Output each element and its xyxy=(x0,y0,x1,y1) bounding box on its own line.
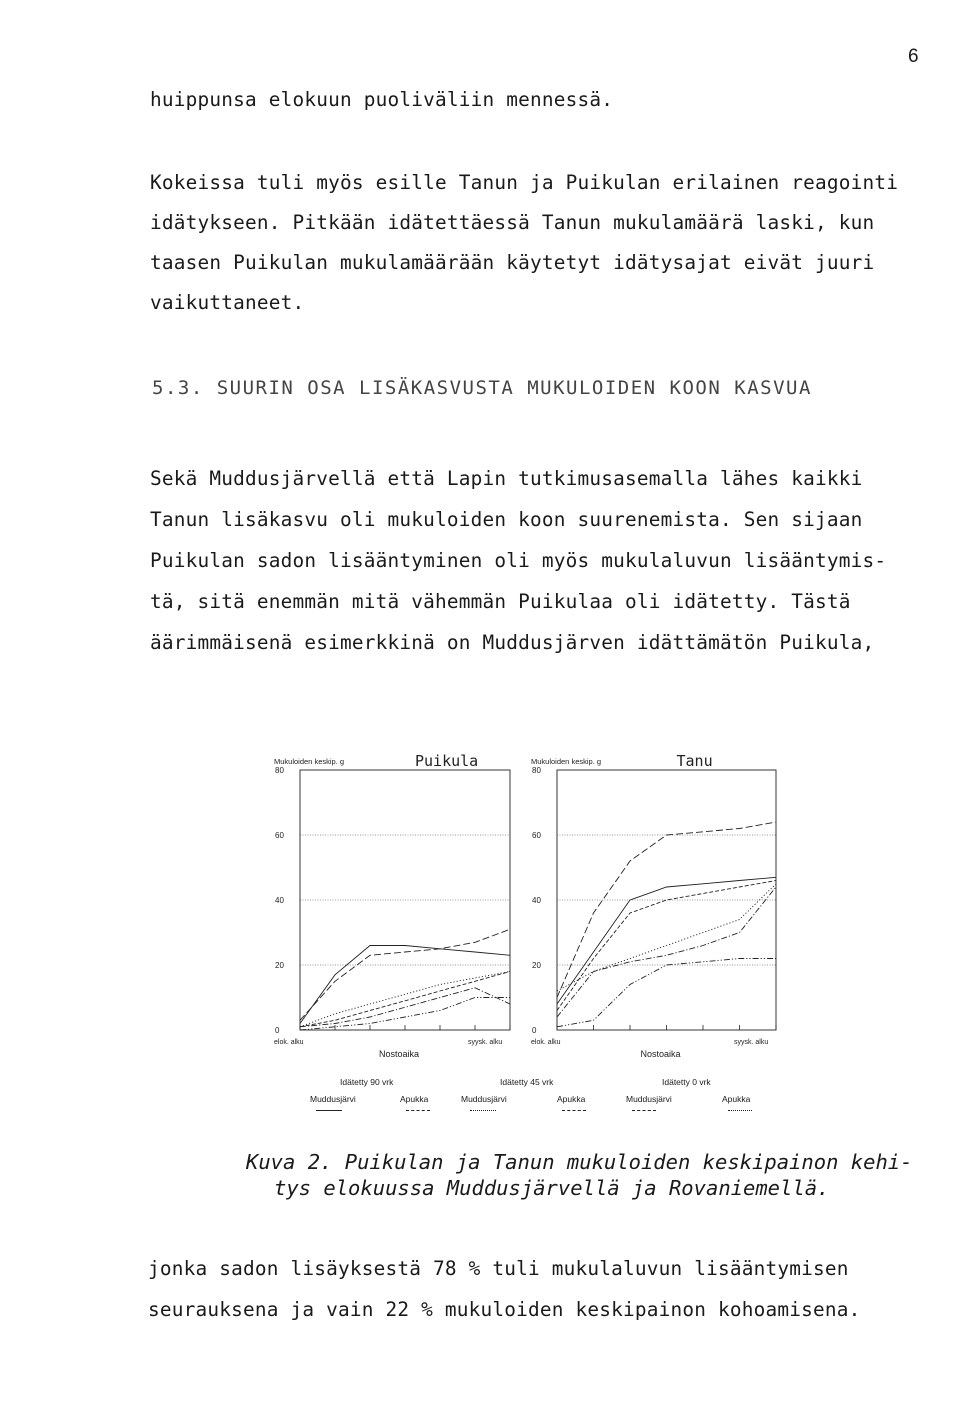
legend-apukka-45: Apukka xyxy=(557,1094,586,1104)
text-line: äärimmäisenä esimerkkinä on Muddusjärven idättämätön Puikula, xyxy=(150,631,875,654)
series-line-solid xyxy=(557,877,776,1004)
text-line: jonka sadon lisäyksestä 78 % tuli mukulaluvun lisääntymisen xyxy=(148,1257,849,1280)
y-tick-label: 0 xyxy=(275,1026,280,1035)
text-line: tä, sitä enemmän mitä vähemmän Puikulaa oli idätetty. Tästä xyxy=(150,590,851,613)
y-tick-label: 0 xyxy=(532,1026,537,1035)
chart-tanu xyxy=(531,752,776,1059)
legend-line-dash-dot xyxy=(632,1110,656,1111)
legend-muddus-90: Muddusjärvi xyxy=(310,1094,356,1104)
y-axis-label: Mukuloiden keskip. g xyxy=(274,757,345,766)
y-tick-label: 20 xyxy=(532,961,541,970)
x-tick-label-start: elok. alku xyxy=(531,1039,561,1046)
text-line: Puikulan sadon lisääntyminen oli myös mukulaluvun lisääntymis- xyxy=(150,549,887,572)
series-line-dash-dot-dot xyxy=(557,959,776,1027)
legend-line-dash-dot-dot xyxy=(728,1110,752,1111)
legend-muddus-45: Muddusjärvi xyxy=(461,1094,507,1104)
text-line: Tanun lisäkasvu oli mukuloiden koon suurenemista. Sen sijaan xyxy=(150,508,863,531)
legend-line-solid xyxy=(316,1110,342,1111)
text-line: seurauksena ja vain 22 % mukuloiden keskipainon kohoamisena. xyxy=(148,1298,861,1321)
y-tick-label: 60 xyxy=(275,831,284,840)
text-line: idätykseen. Pitkään idätettäessä Tanun mukulamäärä laski, kun xyxy=(150,211,875,234)
legend-apukka-90: Apukka xyxy=(400,1094,429,1104)
y-tick-label: 40 xyxy=(532,896,541,905)
x-axis-label: Nostoaika xyxy=(640,1049,681,1059)
figure-caption-line-1: Kuva 2. Puikulan ja Tanun mukuloiden keskipainon kehi- xyxy=(246,1150,913,1174)
chart-title: Puikula xyxy=(415,752,479,770)
legend-group-90: Idätetty 90 vrk xyxy=(340,1077,394,1087)
chart-puikula xyxy=(274,752,510,1059)
y-tick-label: 80 xyxy=(275,766,284,775)
x-tick-label-start: elok. alku xyxy=(274,1039,304,1046)
text-line: Kokeissa tuli myös esille Tanun ja Puikulan erilainen reagointi xyxy=(150,171,899,194)
y-tick-label: 20 xyxy=(275,961,284,970)
legend-group-45: Idätetty 45 vrk xyxy=(500,1077,554,1087)
y-axis-label: Mukuloiden keskip. g xyxy=(531,757,602,766)
text-line: vaikuttaneet. xyxy=(150,291,305,314)
page-number: 6 xyxy=(908,46,919,67)
legend-line-short-dash xyxy=(562,1110,586,1111)
series-line-long-dash xyxy=(557,822,776,998)
y-tick-label: 60 xyxy=(532,831,541,840)
x-axis-label: Nostoaika xyxy=(379,1049,420,1059)
y-tick-label: 40 xyxy=(275,896,284,905)
legend-line-dotted xyxy=(470,1110,496,1111)
legend-group-0: Idätetty 0 vrk xyxy=(662,1077,711,1087)
figure-caption-line-2: tys elokuussa Muddusjärvellä ja Rovaniemellä. xyxy=(274,1176,830,1200)
series-line-solid xyxy=(300,946,510,1024)
series-line-long-dash xyxy=(300,929,510,1020)
legend-line-long-dash xyxy=(406,1110,430,1111)
x-tick-label-end: syysk. alku xyxy=(468,1039,503,1046)
chart-title: Tanu xyxy=(676,752,713,770)
text-line: taasen Puikulan mukulamäärään käytetyt idätysajat eivät juuri xyxy=(150,251,875,274)
legend-muddus-0: Muddusjärvi xyxy=(626,1094,672,1104)
legend-apukka-0: Apukka xyxy=(722,1094,751,1104)
section-heading: 5.3. SUURIN OSA LISÄKASVUSTA MUKULOIDEN KOON KASVUA xyxy=(152,377,812,399)
y-tick-label: 80 xyxy=(532,766,541,775)
series-line-dash-dot xyxy=(557,887,776,1017)
text-line: huippunsa elokuun puoliväliin mennessä. xyxy=(150,88,614,111)
x-tick-label-end: syysk. alku xyxy=(734,1039,769,1046)
text-line: Sekä Muddusjärvellä että Lapin tutkimusasemalla lähes kaikki xyxy=(150,467,863,490)
